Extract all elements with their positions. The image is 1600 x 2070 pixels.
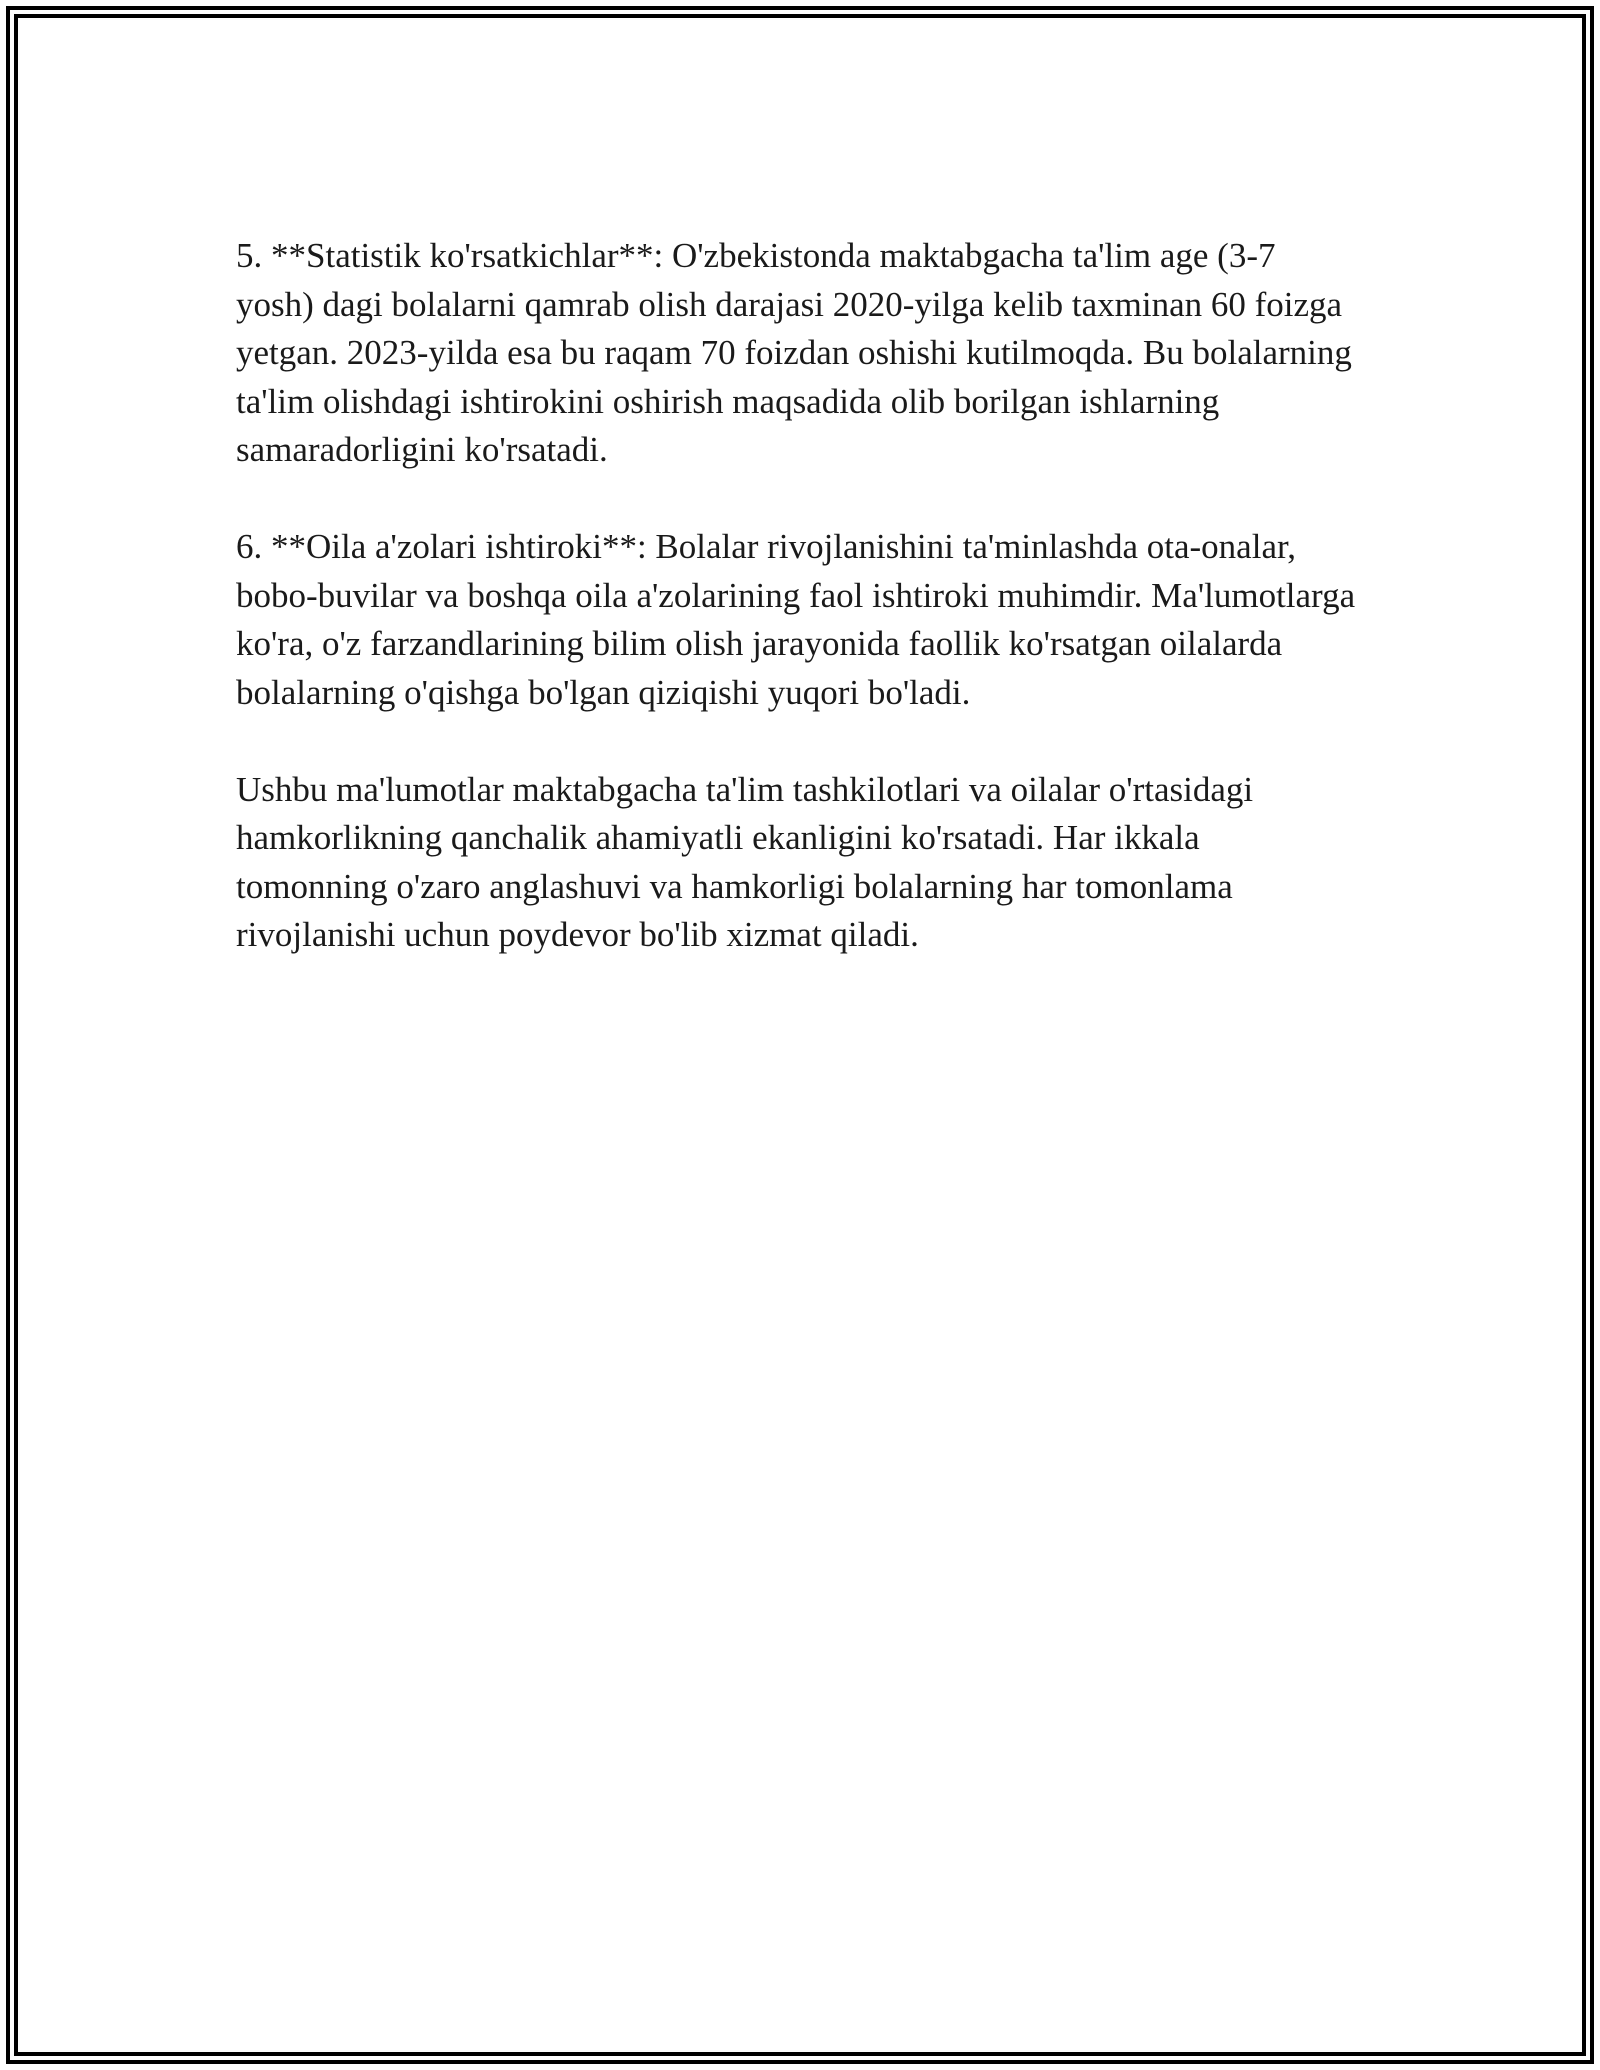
paragraph-conclusion: Ushbu ma'lumotlar maktabgacha ta'lim tashkilotlari va oilalar o'rtasidagi hamkorlikning qanchalik ahamiyatli ekanligini ko'rsatadi. Har ikkala tomonning o'zaro anglashuvi va hamkorligi bolalarning har tomonlama rivojlanishi uchun poydevor bo'lib xizmat qiladi. (236, 769, 1254, 954)
paragraph-statistics: 5. **Statistik ko'rsatkichlar**: O'zbekistonda maktabgacha ta'lim age (3-7 yosh) dagi bolalarni qamrab olish darajasi 2020-yilga kelib taxminan 60 foizga yetgan. 2023-yilda esa bu raqam 70 foizdan oshishi kutilmoqda. Bu bolalarning ta'lim olishdagi ishtirokini oshirish maqsadida olib borilgan ishlarning samaradorligini ko'rsatadi. (236, 236, 1352, 469)
document-body (236, 232, 1356, 1008)
paragraph-family-participation: 6. **Oila a'zolari ishtiroki**: Bolalar rivojlanishini ta'minlashda ota-onalar, bobo-buvilar va boshqa oila a'zolarining faol ishtiroki muhimdir. Ma'lumotlarga ko'ra, o'z farzandlarining bilim olish jarayonida faollik ko'rsatgan oilalarda bolalarning o'qishga bo'lgan qiziqishi yuqori bo'ladi. (236, 527, 1356, 712)
